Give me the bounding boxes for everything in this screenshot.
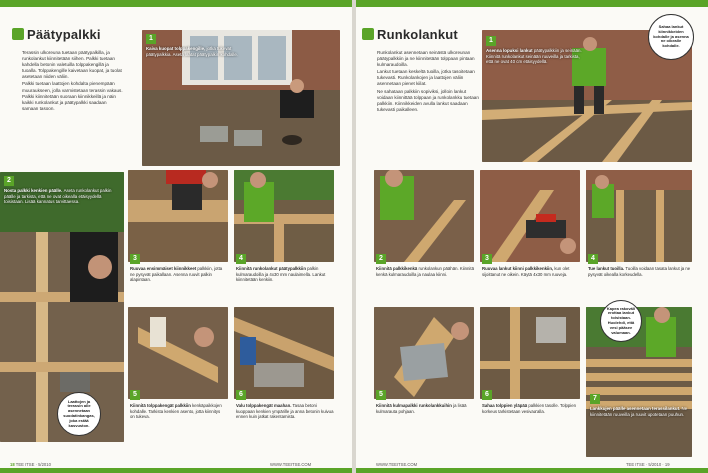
caption-title: Ruuvaa lankut kiinni palkkikenkiin,: [482, 266, 554, 271]
caption-title: Asenna lopuksi lankut: [486, 48, 533, 53]
caption-title: Kiinnitä kulmapalkki runkolankkuihin: [376, 403, 452, 408]
tip-bubble-left: Laattojen ja terassin alle asennetaan suodatinkangas, joka estää kasvuston.: [57, 392, 101, 436]
page-number: 18: [10, 462, 15, 467]
caption-text: palkkien tasolle. Tolppien korkeus tarkistetaan vesivaa'alla.: [482, 403, 577, 414]
photo-caption-step-r1: [486, 48, 584, 65]
step-number: 2: [376, 254, 386, 264]
photo-step-6: [234, 307, 334, 399]
intro-text-left: [22, 50, 124, 113]
intro-paragraph: Palkki tuetaan laattojen kohdalta pienempään muuraukseen, jolla varmistetaan terassin vakaus. Palkki kiinnitetään suoraan kiinnikkeillä ja näin kaikki runkolankut ja päätypalkki saadaan samaan tasoon.: [22, 81, 123, 111]
caption-text: Aseta runkolankut palkin päälle ja tarkista, että ne ovat oikealla etäisyydellä toisistaan. Lisää kannatus tarvittaessa.: [4, 188, 112, 205]
step-number: 5: [376, 390, 386, 400]
caption-step-r6: [482, 403, 580, 414]
top-accent-bar: [0, 0, 352, 7]
step-number: 4: [588, 254, 598, 264]
caption-title: Kaiva kuopat tolppakengille,: [146, 46, 206, 51]
caption-title: Nosta palkki kenkien päälle.: [4, 188, 63, 193]
photo-step-5: [128, 307, 228, 399]
photo-step-r2: [374, 170, 474, 262]
right-page: [356, 0, 708, 473]
photo-scene: [234, 307, 334, 399]
intro-text-right: [377, 50, 479, 114]
left-page: [0, 0, 352, 473]
photo-caption-step-1: [146, 46, 258, 57]
step-number: 2: [4, 176, 14, 186]
step-number: 1: [486, 36, 496, 46]
caption-text: kenkäpaikkojen kohdalle. Tarkista kenkien asento, jotta kiinnitys on tukeva.: [130, 403, 222, 419]
folio-right: TEE ITSE · 5/2010 · 19: [626, 462, 670, 467]
section-square-icon: [362, 28, 374, 40]
caption-text: palkkiin, jotta ne pysyvät paikallaan. Asenna ruuvit palkin alapintaan.: [130, 266, 223, 282]
caption-title: Kiinnitä tolppakengät palkkiin: [130, 403, 191, 408]
step-number: 1: [146, 34, 156, 44]
photo-caption-step-2: [4, 188, 114, 205]
photo-scene: [128, 307, 228, 399]
caption-step-r5: [376, 403, 474, 414]
photo-scene: [128, 170, 228, 262]
page-title-right: Runkolankut: [377, 27, 458, 42]
step-number: 6: [236, 390, 246, 400]
photo-step-4: [234, 170, 334, 262]
caption-title: Sahaa tolppien yläpää: [482, 403, 528, 408]
caption-title: Ruuvaa ensimmäiset kiinnikkeet: [130, 266, 197, 271]
caption-step-5: [130, 403, 226, 420]
caption-step-r2: [376, 266, 474, 277]
photo-scene: [374, 170, 474, 262]
photo-scene: [480, 307, 580, 399]
photo-scene: [374, 307, 474, 399]
website-right: WWW.TEEITSE.COM: [376, 462, 418, 467]
step-number: 4: [236, 254, 246, 264]
tip-bubble-top: Sahaa lankut kiinnikkeiden kohdalle ja asenna ne oikealle kohdalle.: [648, 14, 694, 60]
photo-step-r3: [480, 170, 580, 262]
photo-step-r4: [586, 170, 692, 262]
caption-title: Kiinnitä palkkikenkä: [376, 266, 418, 271]
photo-scene: [480, 170, 580, 262]
section-square-icon: [12, 28, 24, 40]
step-number: 3: [130, 254, 140, 264]
caption-step-3: [130, 266, 226, 283]
top-accent-bar: [356, 0, 708, 7]
caption-text: Tuoilla voidaan tasata lankut ja ne pysyvät oikealla korkeudella.: [588, 266, 691, 277]
caption-text: runkolankun päähän. Kiinnitä kenkä kulmaraudoilla ja naulaa kiinni.: [376, 266, 474, 277]
caption-text: päätypalkkiin ja seinään. Kiinnitä runkolankut seinään ruuveilla ja tarkista, että ne ovat 40 cm etäisyydellä.: [486, 48, 582, 65]
caption-step-r3: [482, 266, 580, 277]
bottom-accent-bar: [0, 468, 352, 473]
photo-step-r6: [480, 307, 580, 399]
caption-text: palkin kulmaraudoilla ja 4x30 mm naulaimella. Lankut kiinnitetään kenkiin.: [236, 266, 326, 282]
intro-paragraph: Terassin ulkoreuna tuetaan päätypalkilla, ja runkolankut kiinnitetään siihen. Palkki tuetaan kahdella betonin valetuilla tolppakengillä ja tuoalla. Tolppakengille kaivetaan kuopat, ja tuolat asetetaan niiden väliin.: [22, 50, 122, 80]
step-number: 6: [482, 390, 492, 400]
photo-step-3: [128, 170, 228, 262]
photo-scene: [234, 170, 334, 262]
intro-paragraph: Lankut tuetaan keskeltä tuoilla, jotka tasoitetaan tukevasti. Runkolankojen ja laattojen väliin asennetaan pienet kiilat.: [377, 69, 475, 87]
folio-left: [10, 462, 51, 467]
photo-caption-step-r7: [590, 406, 688, 417]
caption-text: jotka tukevat päätypalkkia. Aseta laatat päätypalkin kohdalle.: [146, 46, 239, 57]
caption-title: Kiinnitä runkolankut päätypalkkiin: [236, 266, 306, 271]
caption-title: Lankkujen päälle asennetaan terassilankut.: [590, 406, 681, 411]
caption-text: Tasaa betoni kuoppaan kenkien ympärille ja anna betonin kuivua ennen kuin jatkat rakentamista.: [236, 403, 334, 419]
tip-bubble-bottom: Kapea rakoväli erottaa lankut toisistaan. Huolehdi, että vesi pääsee valumaan.: [600, 300, 642, 342]
step-number: 5: [130, 390, 140, 400]
step-number: 3: [482, 254, 492, 264]
caption-step-6: [236, 403, 336, 420]
caption-text: ja lisää kulmarauta pohjaan.: [376, 403, 467, 414]
intro-paragraph: Runkolankut asennetaan seinästä ulkoreunan päätypalkkiin ja ne kiinnitetään tolppaan pintaan kulmaraudoilla.: [377, 50, 475, 68]
photo-step-r5: [374, 307, 474, 399]
bottom-accent-bar: [356, 468, 708, 473]
caption-text: kun olet sijoittanut ne oikein. Käytä 4x30 mm ruuveja.: [482, 266, 570, 277]
caption-title: Tue lankut tuoilla.: [588, 266, 625, 271]
caption-step-4: [236, 266, 336, 283]
intro-paragraph: Ne sahataan palkkiin sopiviksi, jolloin lankut voidaan kiinnittää tolppaan ja runkolankku tuetaan palkkiin. Kiinnikkeiden avulla lankut saadaan tukevasti paikalleen.: [377, 88, 479, 112]
caption-step-r4: [588, 266, 692, 277]
website-left: WWW.TEEITSE.COM: [270, 462, 312, 467]
caption-text: Ne kiinnitetään ruuveilla ja ruuvit upotetaan puuhun.: [590, 406, 688, 417]
step-number: 7: [590, 394, 600, 404]
magazine-name: TEE ITSE · 5/2010: [15, 462, 51, 467]
photo-scene: [586, 170, 692, 262]
caption-title: Valu tolppakengät maahan.: [236, 403, 292, 408]
page-title-left: Päätypalkki: [27, 27, 101, 42]
